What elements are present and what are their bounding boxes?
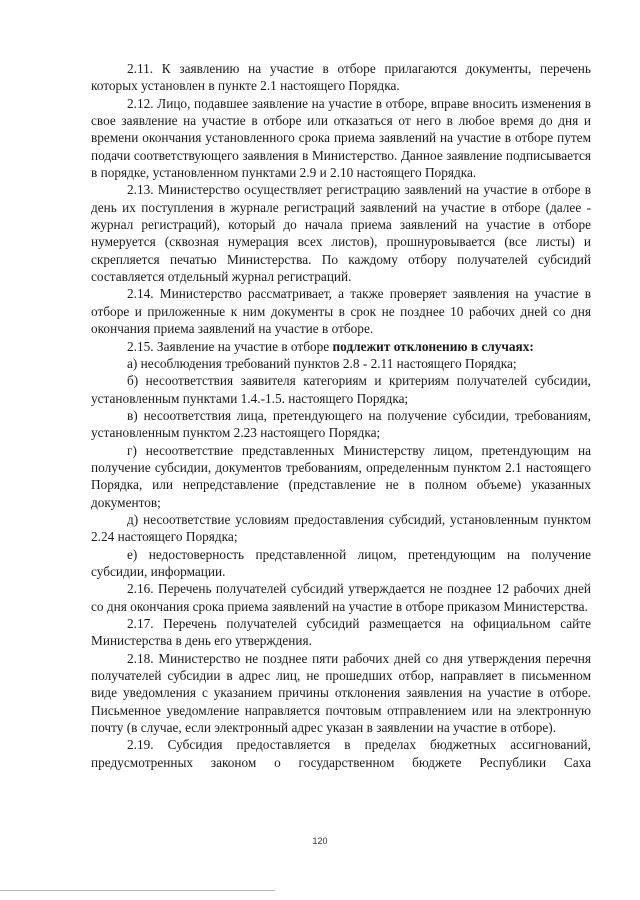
paragraph-2-13: 2.13. Министерство осуществляет регистрацию заявлений на участие в отборе в день их поступления в журнале регистраций заявлений на участие в отборе (далее - журнал регистраций), который до начала приема заявлений на участие в отборе нумеруется (сквозная нумерация всех листов), прошнуровывается (все листы) и скрепляется печатью Министерства. По каждому отбору получателей субсидий составляется отдельный журнал регистраций.	[91, 182, 591, 285]
paragraph-2-18: 2.18. Министерство не позднее пяти рабочих дней со дня утверждения перечня получателей субсидии в адрес лиц, не прошедших отбор, направляет в письменном виде уведомления с указанием причины отклонения заявления на участие в отборе. Письменное уведомление направляется почтовым отправлением или на электронную почту (в случае, если электронный адрес указан в заявлении на участие в отборе).	[91, 650, 591, 736]
document-body	[91, 60, 591, 771]
paragraph-2-16: 2.16. Перечень получателей субсидий утверждается не позднее 12 рабочих дней со дня окончания срока приема заявлений на участие в отборе приказом Министерства.	[91, 581, 591, 614]
page-number: 120	[312, 836, 328, 846]
paragraph-2-19: 2.19. Субсидия предоставляется в пределах бюджетных ассигнований, предусмотренных законом о государственном бюджете Республики Саха	[91, 737, 591, 770]
list-item-g: г) несоответствие представленных Министерству лицом, претендующим на получение субсидии, документов требованиям, определенным пунктом 2.1 настоящего Порядка, или непредставление (представление не в полном объеме) указанных документов;	[91, 442, 591, 510]
list-item-v: в) несоответствия лица, претендующего на получение субсидии, требованиям, установленным пунктом 2.23 настоящего Порядка;	[91, 407, 591, 441]
paragraph-2-15-bold: подлежит отклонению в случаях	[332, 338, 530, 354]
paragraph-2-11: 2.11. К заявлению на участие в отборе прилагаются документы, перечень которых установлен в пункте 2.1 настоящего Порядка.	[91, 61, 591, 94]
paragraph-2-14: 2.14. Министерство рассматривает, а также проверяет заявления на участие в отборе и приложенные к ним документы в срок не позднее 10 рабочих дней со дня окончания приема заявлений на участие в отборе.	[91, 286, 591, 337]
document-page	[91, 60, 591, 771]
paragraph-2-17: 2.17. Перечень получателей субсидий размещается на официальном сайте Министерства в день его утверждения.	[91, 616, 591, 649]
paragraph-2-15-colon: :	[529, 338, 534, 354]
paragraph-2-15	[91, 338, 591, 355]
list-item-b: б) несоответствия заявителя категориям и критериям получателей субсидии, установленным пунктами 1.4.-1.5. настоящего Порядка;	[91, 373, 591, 406]
list-item-e: е) недостоверность представленной лицом, претендующим на получение субсидии, информации.	[91, 546, 591, 579]
paragraph-2-15-text: 2.15. Заявление на участие в отборе	[127, 338, 333, 354]
paragraph-2-12: 2.12. Лицо, подавшее заявление на участие в отборе, вправе вносить изменения в свое заявление на участие в отборе или отказаться от него в любое время до дня и времени окончания установленного срока приема заявлений на участие в отборе путем подачи соответствующего заявления в Министерство. Данное заявление подписывается в порядке, установленном пунктами 2.9 и 2.10 настоящего Порядка.	[91, 95, 591, 181]
footer-divider	[0, 890, 275, 891]
list-item-a: а) несоблюдения требований пунктов 2.8 - 2.11 настоящего Порядка;	[127, 355, 517, 371]
list-item-d: д) несоответствие условиям предоставления субсидий, установленным пунктом 2.24 настоящего Порядка;	[91, 511, 591, 545]
